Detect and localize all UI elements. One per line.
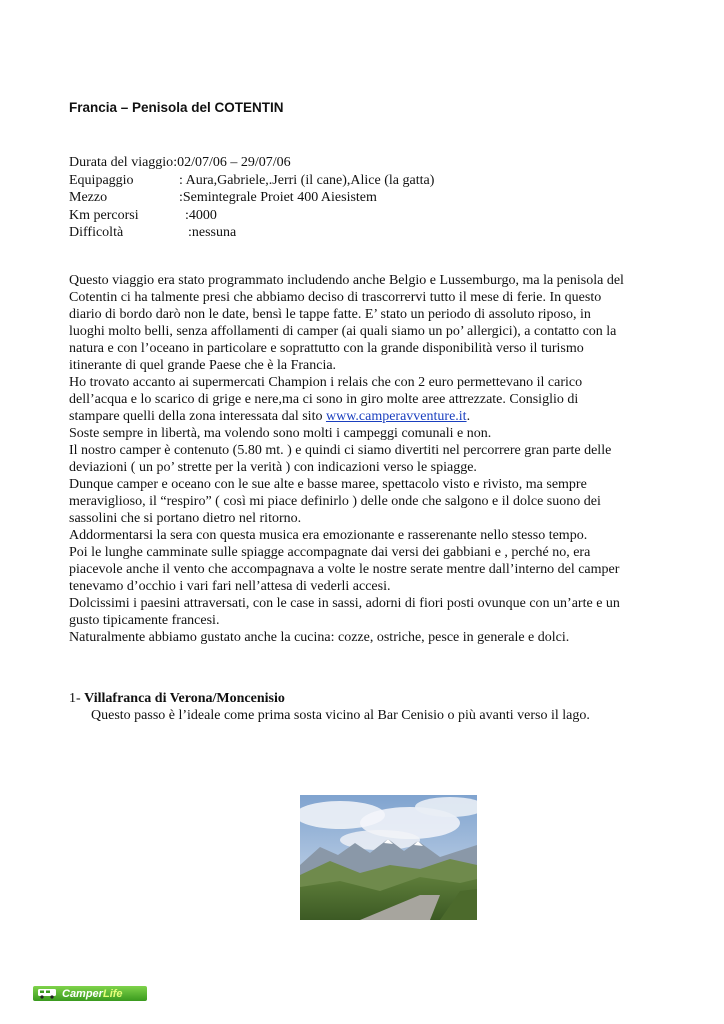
camperlife-logo (33, 986, 147, 1001)
text-line: Naturalmente abbiamo gustato anche la cucina: cozze, ostriche, pesce in generale e dolci. (69, 630, 570, 645)
detail-key: Mezzo (69, 190, 108, 205)
detail-crew (69, 172, 434, 190)
text-line: Ho trovato accanto ai supermercati Champion i relais che con 2 euro permettevano il carico (69, 375, 583, 390)
text-line-with-link (69, 408, 659, 425)
text-line: Dunque camper e oceano con le sue alte e basse maree, spettacolo visto e rivisto, ma sempre (69, 477, 587, 492)
stage-description: Questo passo è l’ideale come prima sosta vicino al Bar Cenisio o più avanti verso il lago. (91, 708, 590, 723)
text-line: Questo viaggio era stato programmato includendo anche Belgio e Lussemburgo, ma la penisola del (69, 273, 624, 288)
detail-duration (69, 154, 434, 172)
stage-title: Villafranca di Verona/Moncenisio (84, 691, 285, 706)
text-line: tenevamo d’occhio i vari fari nell’attesa di vederli accesi. (69, 579, 391, 594)
text-line: piacevole anche il vento che accompagnava a volte le nostre serate mentre dall’interno del camper (69, 562, 620, 577)
trip-narrative (69, 272, 659, 646)
detail-value: :Semintegrale Proiet 400 Aiesistem (179, 190, 377, 205)
text-line: Dolcissimi i paesini attraversati, con le case in sassi, adorni di fiori posti ovunque con un’arte e un (69, 596, 620, 611)
text-line: Il nostro camper è contenuto (5.80 mt. ) e quindi ci siamo divertiti nel percorrere gran parte delle (69, 443, 612, 458)
logo-text-life: Life (102, 987, 123, 1000)
logo-text-camper: Camper (62, 987, 103, 1000)
text-line: natura e con l’oceano in particolare e soprattutto con la grande disponibilità verso il turismo (69, 341, 584, 356)
stage-number: 1- (69, 691, 85, 706)
detail-key: Difficoltà (69, 225, 124, 240)
detail-key: Km percorsi (69, 207, 139, 223)
detail-value: :4000 (185, 207, 217, 223)
website-link[interactable]: www.camperavventure.it (325, 409, 467, 424)
mountain-landscape-photo (300, 795, 477, 920)
text-line: sassolini che si portano dietro nel ritorno. (69, 511, 302, 526)
detail-value: : Aura,Gabriele,.Jerri (il cane),Alice (la gatta) (179, 172, 435, 188)
detail-vehicle (69, 189, 434, 207)
text-segment: . (466, 409, 471, 424)
detail-key: Durata del viaggio (69, 155, 174, 170)
text-line: Addormentarsi la sera con questa musica era emozionante e rasserenante nello stesso tempo. (69, 528, 588, 543)
detail-difficulty (69, 224, 434, 242)
camper-van-icon (37, 988, 59, 999)
text-line: diario di bordo darò non le date, bensì le tappe fatte. E’ stato un periodo di assoluto riposo, in (69, 307, 591, 322)
text-line: Soste sempre in libertà, ma volendo sono molti i campeggi comunali e non. (69, 426, 492, 441)
detail-key: Equipaggio (69, 172, 134, 188)
text-line: Cotentin ci ha talmente presi che abbiamo deciso di trascorrervi tutto il mese di ferie. In questo (69, 290, 602, 305)
document-title: Francia – Penisola del COTENTIN (69, 100, 284, 115)
text-line: luoghi molto belli, senza affollamenti di camper (ai quali siamo un po’ allergici), a contatto con la (69, 324, 617, 339)
detail-value: :nessuna (188, 225, 237, 240)
text-line: dell’acqua e lo scarico di grige e nere,ma ci sono in giro molte aree attrezzate. Consiglio di (69, 392, 579, 407)
text-line: meraviglioso, il “respiro” ( così mi piace definirlo ) delle onde che salgono e il dolce suono dei (69, 494, 601, 509)
text-line: deviazioni ( un po’ strette per la verità ) con indicazioni verso le spiagge. (69, 460, 477, 475)
stage-section (69, 690, 590, 724)
trip-details (69, 154, 434, 242)
stage-heading (69, 690, 590, 707)
text-line: Poi le lunghe camminate sulle spiagge accompagnate dai versi dei gabbiani e , perché no, era (69, 545, 591, 560)
text-segment: stampare quelli della zona interessata dal sito (69, 409, 326, 424)
detail-value: :02/07/06 – 29/07/06 (173, 155, 291, 170)
text-line: gusto tipicamente francesi. (69, 613, 220, 628)
detail-km (69, 207, 434, 225)
text-line: itinerante di quel grande Paese che è la Francia. (69, 358, 337, 373)
